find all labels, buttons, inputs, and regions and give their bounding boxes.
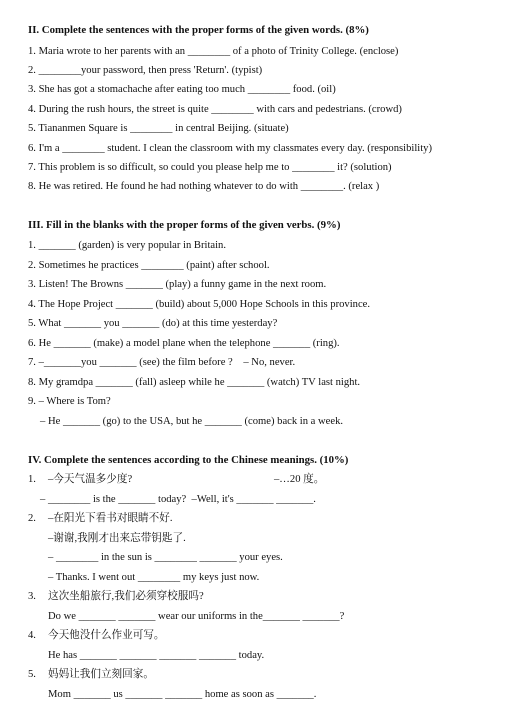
s3-q8: 8. My gramdpa _______ (fall) asleep while he _______ (watch) TV last night. <box>28 377 361 388</box>
s4-q1-chinese-answer: –…20 度。 <box>274 474 325 485</box>
s4-q4-english: He has _______ _______ _______ _______ today. <box>48 650 265 661</box>
s3-q9-second-line: – He _______ (go) to the USA, but he _______ (come) back in a week. <box>40 416 344 427</box>
s4-q5-chinese <box>28 668 521 681</box>
s2-q8: 8. He was retired. He found he had nothing whatever to do with ________. (relax ) <box>28 181 380 192</box>
s4-q2-english-2: – Thanks. I went out ________ my keys just now. <box>48 572 260 583</box>
s4-q3-number: 3. <box>28 591 36 602</box>
s3-q5: 5. What _______ you _______ (do) at this time yesterday? <box>28 318 278 329</box>
s2-q1: 1. Maria wrote to her parents with an ________ of a photo of Trinity College. (enclose) <box>28 46 399 57</box>
s4-q1-chinese <box>28 473 521 486</box>
s4-q4-chinese <box>28 629 521 642</box>
s4-q2-chinese-1 <box>28 512 521 525</box>
s3-q3: 3. Listen! The Browns _______ (play) a funny game in the next room. <box>28 279 327 290</box>
s3-q6: 6. He _______ (make) a model plane when the telephone _______ (ring). <box>28 338 340 349</box>
section-4-title: IV. Complete the sentences according to the Chinese meanings. (10%) <box>28 454 349 466</box>
s3-q1: 1. _______ (garden) is very popular in Britain. <box>28 240 227 251</box>
s4-q3-english: Do we _______ _______ wear our uniforms in the_______ _______? <box>48 611 345 622</box>
s4-q1-chinese-question: –今天气温多少度? <box>48 474 133 485</box>
s2-q5: 5. Tiananmen Square is ________ in central Beijing. (situate) <box>28 123 289 134</box>
s2-q6: 6. I'm a ________ student. I clean the classroom with my classmates every day. (responsibility) <box>28 143 432 154</box>
s4-q3-chinese <box>28 590 521 603</box>
s4-q2-english-1: – ________ in the sun is ________ _______ your eyes. <box>48 552 283 563</box>
s4-q2-number: 2. <box>28 513 36 524</box>
s4-q4-chinese-sentence: 今天他没什么作业可写。 <box>48 630 165 641</box>
section-3-title: III. Fill in the blanks with the proper forms of the given verbs. (9%) <box>28 219 341 231</box>
s3-q9: 9. – Where is Tom? <box>28 396 111 407</box>
s2-q2: 2. ________your password, then press 'Return'. (typist) <box>28 65 263 76</box>
s2-q7: 7. This problem is so difficult, so could you please help me to ________ it? (solution) <box>28 162 392 173</box>
s2-q3: 3. She has got a stomachache after eating too much ________ food. (oil) <box>28 84 336 95</box>
s3-q4: 4. The Hope Project _______ (build) about 5,000 Hope Schools in this province. <box>28 299 370 310</box>
section-2-title: II. Complete the sentences with the proper forms of the given words. (8%) <box>28 24 369 36</box>
s4-q2-chinese-2: –谢谢,我刚才出来忘带钥匙了. <box>48 533 186 544</box>
s4-q4-number: 4. <box>28 630 36 641</box>
s4-q5-number: 5. <box>28 669 36 680</box>
s3-q7: 7. –_______you _______ (see) the film before ? – No, never. <box>28 357 296 368</box>
s3-q2: 2. Sometimes he practices ________ (paint) after school. <box>28 260 270 271</box>
s4-q2-chinese-sentence-1: –在阳光下看书对眼睛不好. <box>48 513 173 524</box>
s4-q1-english: – ________ is the _______ today? –Well, it's _______ _______. <box>40 494 316 505</box>
s4-q5-english: Mom _______ us _______ _______ home as soon as _______. <box>48 689 317 700</box>
s4-q1-number: 1. <box>28 474 36 485</box>
s4-q5-chinese-sentence: 妈妈让我们立刻回家。 <box>48 669 154 680</box>
s4-q3-chinese-sentence: 这次坐船旅行,我们必须穿校服吗? <box>48 591 204 602</box>
s2-q4: 4. During the rush hours, the street is quite ________ with cars and pedestrians. (crowd) <box>28 104 402 115</box>
